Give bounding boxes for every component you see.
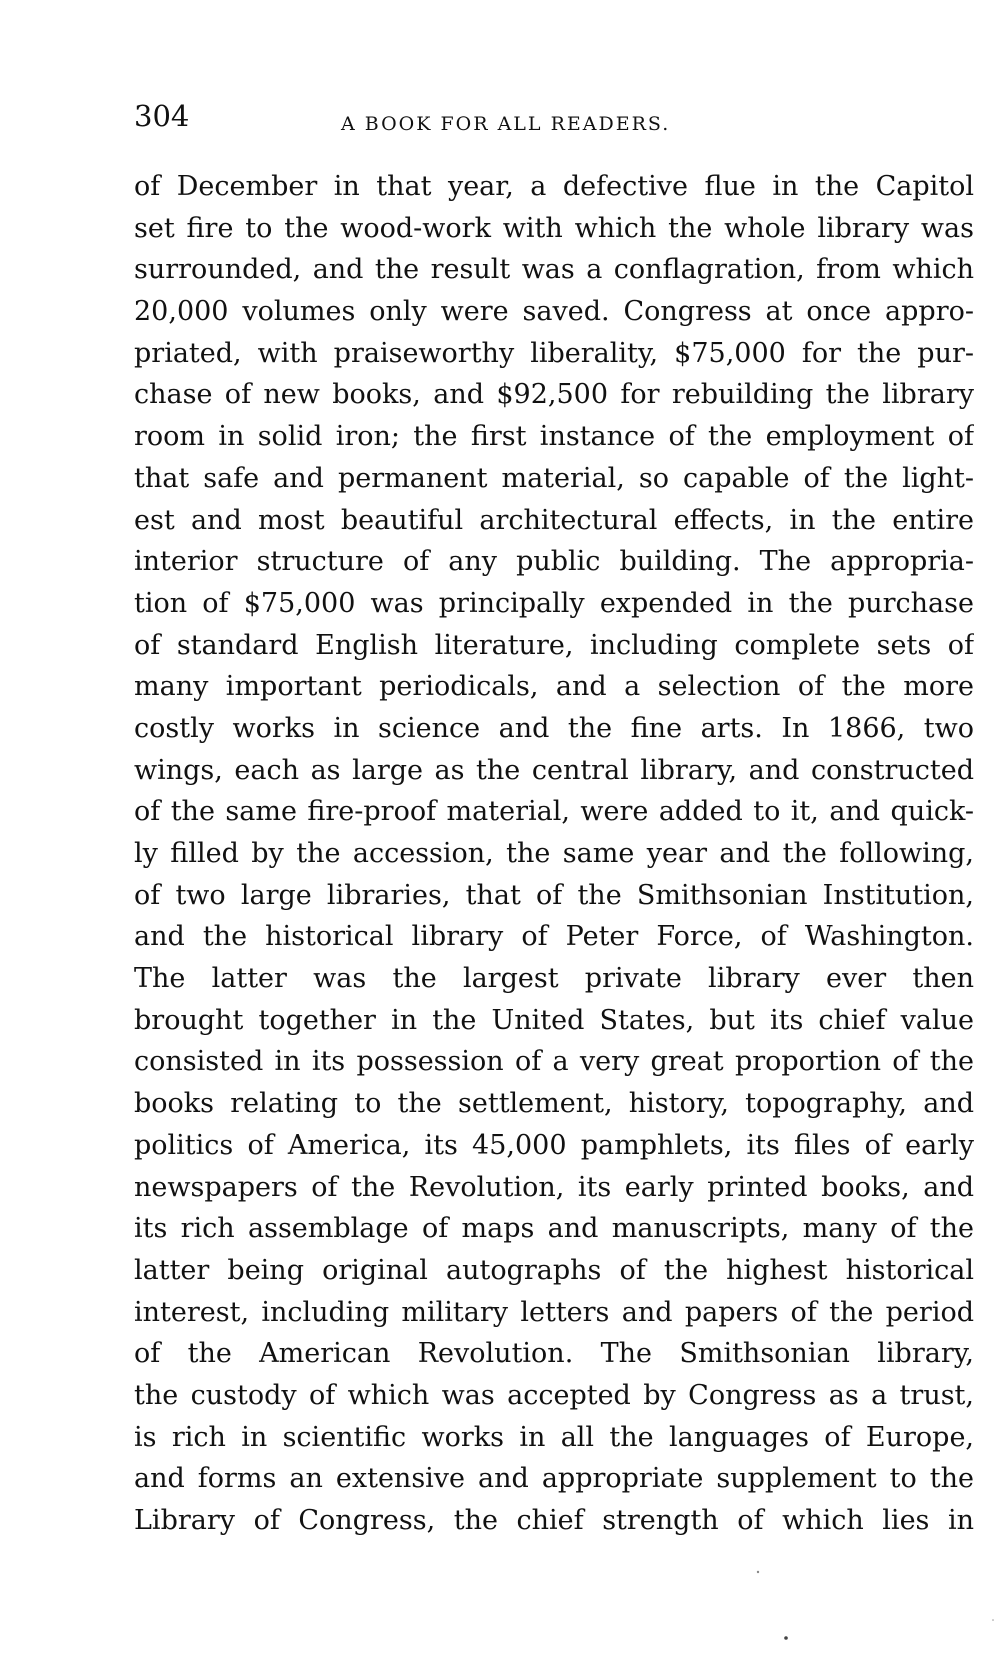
text-line: 20,000 volumes only were saved. Congress at once appro- bbox=[134, 296, 974, 328]
text-line: its rich assemblage of maps and manuscripts, many of the bbox=[134, 1213, 974, 1245]
text-line: of standard English literature, including complete sets of bbox=[134, 629, 974, 661]
text-line: est and most beautiful architectural effects, in the entire bbox=[134, 504, 974, 536]
text-line: latter being original autographs of the highest historical bbox=[134, 1254, 974, 1286]
text-line: priated, with praiseworthy liberality, $75,000 for the pur- bbox=[134, 337, 974, 369]
text-line: that safe and permanent material, so capable of the light- bbox=[134, 462, 974, 494]
text-line: tion of $75,000 was principally expended in the purchase bbox=[134, 587, 974, 619]
text-line: of the same fire-proof material, were added to it, and quick- bbox=[134, 796, 974, 828]
text-line: brought together in the United States, but its chief value bbox=[134, 1004, 974, 1036]
speck bbox=[757, 1571, 759, 1573]
text-line: of the American Revolution. The Smithsonian library, bbox=[134, 1338, 974, 1370]
speck bbox=[784, 1636, 788, 1640]
running-head bbox=[134, 100, 974, 140]
text-line: and the historical library of Peter Force, of Washington. bbox=[134, 921, 974, 953]
text-line: and forms an extensive and appropriate supplement to the bbox=[134, 1463, 974, 1495]
text-line: newspapers of the Revolution, its early printed books, and bbox=[134, 1171, 974, 1203]
text-line: surrounded, and the result was a conflagration, from which bbox=[134, 254, 974, 286]
text-line: of two large libraries, that of the Smithsonian Institution, bbox=[134, 879, 974, 911]
text-line: interest, including military letters and papers of the period bbox=[134, 1296, 974, 1328]
text-line: The latter was the largest private library ever then bbox=[134, 963, 974, 995]
running-title: A BOOK FOR ALL READERS. bbox=[341, 113, 671, 135]
text-line: of December in that year, a defective flue in the Capitol bbox=[134, 171, 974, 202]
text-line: ly filled by the accession, the same year and the following, bbox=[134, 838, 974, 869]
text-line: Library of Congress, the chief strength of which lies in bbox=[134, 1505, 974, 1536]
text-line: room in solid iron; the first instance of the employment of bbox=[134, 421, 974, 453]
text-line: chase of new books, and $92,500 for rebuilding the library bbox=[134, 379, 974, 411]
text-line: the custody of which was accepted by Congress as a trust, bbox=[134, 1379, 974, 1411]
text-line: wings, each as large as the central library, and constructed bbox=[134, 754, 974, 786]
page-number: 304 bbox=[134, 99, 190, 133]
text-line: politics of America, its 45,000 pamphlets, its files of early bbox=[134, 1129, 974, 1161]
text-line: set fire to the wood-work with which the whole library was bbox=[134, 212, 974, 244]
text-line: interior structure of any public building. The appropria- bbox=[134, 546, 974, 578]
speck bbox=[992, 1619, 994, 1621]
text-line: many important periodicals, and a selection of the more bbox=[134, 671, 974, 703]
text-line: is rich in scientific works in all the languages of Europe, bbox=[134, 1421, 974, 1453]
text-line: costly works in science and the fine arts. In 1866, two bbox=[134, 712, 974, 744]
text-line: consisted in its possession of a very great proportion of the bbox=[134, 1046, 974, 1078]
body-text bbox=[134, 166, 974, 1542]
text-line: books relating to the settlement, history, topography, and bbox=[134, 1088, 974, 1120]
